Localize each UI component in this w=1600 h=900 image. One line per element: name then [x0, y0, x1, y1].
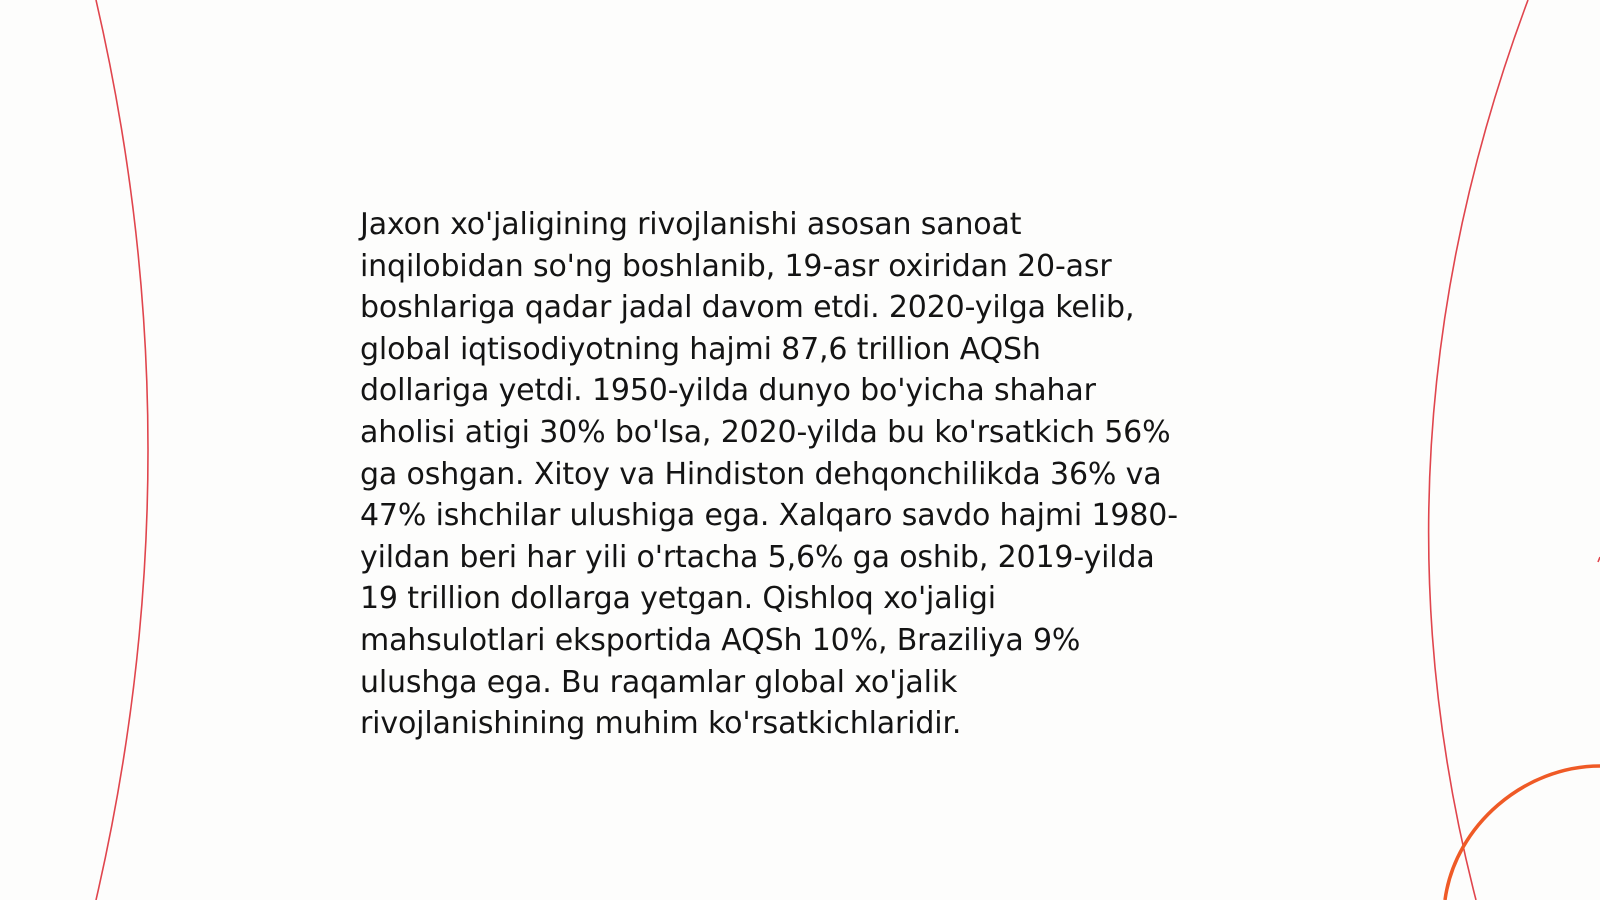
left-arc-line [96, 0, 148, 900]
slide-body-text: Jaxon xo'jaligining rivojlanishi asosan sanoat inqilobidan so'ng boshlanib, 19-asr oxiridan 20-asr boshlariga qadar jadal davom etdi. 2020-yilga kelib, global iqtisodiyotning hajmi 87,6 trillion AQSh dollariga yetdi. 1950-yilda dunyo bo'yicha shahar aholisi atigi 30% bo'lsa, 2020-yilda bu ko'rsatkich 56% ga oshgan. Xitoy va Hindiston dehqonchilikda 36% va 47% ishchilar ulushiga ega. Xalqaro savdo hajmi 1980- yildan beri har yili o'rtacha 5,6% ga oshib, 2019-yilda 19 trillion dollarga yetgan. Qishloq xo'jaligi mahsulotlari eksportida AQSh 10%, Braziliya 9% ulushga ega. Bu raqamlar global xo'jalik rivojlanishining muhim ko'rsatkichlaridir. [360, 207, 1178, 742]
bottom-right-circle-arc [1445, 766, 1600, 900]
right-arc-line [1429, 0, 1528, 900]
